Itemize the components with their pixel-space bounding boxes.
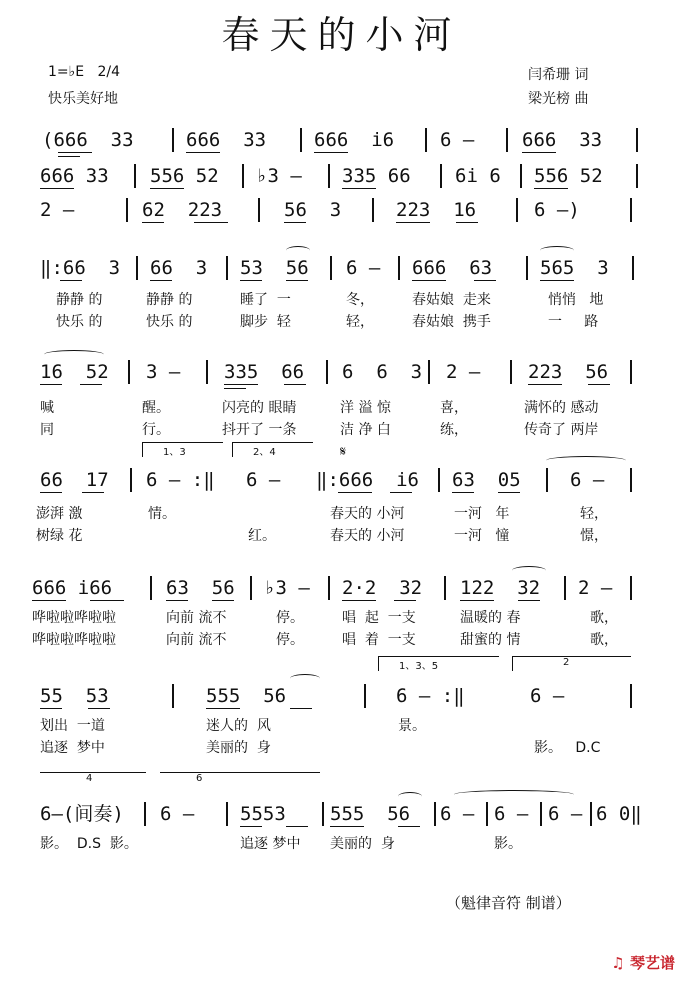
lyric: 静静 的	[56, 292, 103, 308]
volta-label: 2、4	[253, 447, 276, 458]
lyric: 静静 的	[146, 292, 193, 308]
lyric: 快乐 的	[146, 314, 193, 330]
beam	[186, 152, 220, 153]
beam	[452, 492, 474, 493]
lyric: 温暖的 春	[460, 610, 521, 626]
volta-label: 2	[563, 657, 570, 668]
measure: 6 –	[494, 803, 529, 825]
lyric: 影。	[494, 836, 522, 852]
measure: 66 3	[150, 257, 208, 279]
beam	[58, 156, 80, 157]
lyric: 哗啦啦哗啦啦	[32, 632, 116, 648]
lyric: 甜蜜的 情	[460, 632, 521, 648]
measure: 666 33	[40, 165, 109, 187]
measure: (666 33	[42, 129, 134, 151]
measure: 2 –	[40, 199, 75, 221]
measure: 565 3	[540, 257, 609, 279]
slur	[286, 246, 310, 255]
composer-credit: 梁光榜 曲	[528, 91, 589, 107]
lyric: 喜，	[440, 400, 468, 416]
lyric: 哗啦啦哗啦啦	[32, 610, 116, 626]
beam	[32, 600, 66, 601]
measure: 6 6 3	[342, 361, 423, 383]
measure: 66 17	[40, 469, 109, 491]
barline	[326, 360, 328, 384]
lyric-row-11	[0, 834, 683, 854]
measure: 666 33	[522, 129, 603, 151]
watermark-logo	[611, 952, 675, 973]
music-row-1	[0, 126, 683, 154]
barline	[526, 256, 528, 280]
barline	[398, 256, 400, 280]
volta-label: 4	[86, 773, 93, 784]
lyric: 澎湃 激	[36, 506, 83, 522]
beam	[166, 600, 188, 601]
measure: 6 –	[440, 129, 475, 151]
measure: 223 56	[528, 361, 609, 383]
lyric: 迷人的 风	[206, 718, 271, 734]
slur	[540, 246, 574, 255]
barline	[630, 576, 632, 600]
lyric: 练，	[440, 422, 468, 438]
lyric: 抖开了 一条	[222, 422, 297, 438]
measure: 6 –	[246, 469, 281, 491]
beam	[150, 188, 184, 189]
barline	[126, 198, 128, 222]
music-row-8	[0, 682, 683, 710]
measure: 53 56	[240, 257, 309, 279]
music-row-3	[0, 196, 683, 224]
volta-bracket	[378, 656, 499, 671]
song-title: 春天的小河	[221, 13, 462, 57]
measure: 2 –	[578, 577, 613, 599]
barline	[226, 256, 228, 280]
barline	[300, 128, 302, 152]
measure: 3 –	[146, 361, 181, 383]
lyric: 喊	[40, 400, 54, 416]
watermark-text: 琴艺谱	[629, 954, 675, 972]
measure: 56 3	[284, 199, 342, 221]
beam	[90, 600, 124, 601]
barline	[564, 576, 566, 600]
barline	[372, 198, 374, 222]
beam	[286, 826, 308, 827]
lyric: 歌，	[590, 610, 618, 626]
lyric: 睡了 一	[240, 292, 291, 308]
barline	[506, 128, 508, 152]
barline	[434, 802, 436, 826]
barline	[330, 256, 332, 280]
measure: ‖:66 3	[40, 257, 121, 279]
barline	[516, 198, 518, 222]
lyric-row-6	[0, 526, 683, 546]
barline	[636, 128, 638, 152]
beam	[342, 188, 376, 189]
beam	[88, 708, 110, 709]
barline	[328, 164, 330, 188]
lyric: 景。	[398, 718, 426, 734]
measure: 6 –	[530, 685, 565, 707]
barline	[510, 360, 512, 384]
volta-bracket	[232, 442, 313, 457]
beam	[142, 222, 164, 223]
barline	[258, 198, 260, 222]
beam	[498, 492, 520, 493]
beam	[460, 600, 494, 601]
lyric: 划出 一道	[40, 718, 105, 734]
lyric-row-7	[0, 608, 683, 628]
lyric: 红。	[248, 528, 276, 544]
measure: 6 –	[346, 257, 381, 279]
lyric: 满怀的 感动	[524, 400, 599, 416]
lyric: 影。 D.C	[534, 740, 601, 756]
measure: 6 0‖	[596, 803, 642, 825]
beam	[194, 222, 228, 223]
lyric: 醒。	[142, 400, 170, 416]
lyricist-credit: 闫希珊 词	[528, 67, 589, 83]
measure: 555 56	[330, 803, 411, 825]
beam	[396, 222, 430, 223]
measure: 16 52	[40, 361, 109, 383]
beam	[398, 826, 420, 827]
lyric: 追逐 梦中	[40, 740, 105, 756]
measure: 556 52	[150, 165, 219, 187]
lyric: 唱 起 一支	[342, 610, 416, 626]
beam	[240, 280, 262, 281]
lyric: 洁 净 白	[340, 422, 391, 438]
lyric: 快乐 的	[56, 314, 103, 330]
beam	[534, 188, 568, 189]
beam	[224, 384, 258, 385]
measure: ♭3 –	[264, 577, 310, 599]
volta-label: 1、3、5	[399, 661, 439, 672]
beam	[474, 280, 496, 281]
music-row-7	[0, 574, 683, 602]
measure: 666 63	[412, 257, 493, 279]
measure: 6 –	[160, 803, 195, 825]
lyric-row-9	[0, 716, 683, 736]
lyric: 停。	[276, 610, 304, 626]
measure: 223 16	[396, 199, 477, 221]
lyric: 一河 年	[454, 506, 510, 522]
lyric: 春天的 小河	[330, 528, 405, 544]
barline	[540, 802, 542, 826]
arranger-credit: （魁律音符 制谱）	[446, 894, 571, 912]
measure: 6 –	[440, 803, 475, 825]
measure: 2 –	[446, 361, 481, 383]
measure: 6 – :‖	[146, 469, 215, 491]
measure: 666 i6	[314, 129, 395, 151]
barline	[134, 164, 136, 188]
measure: 62 223	[142, 199, 223, 221]
measure: 666 i66	[32, 577, 113, 599]
barline	[250, 576, 252, 600]
lyric: 树绿 花	[36, 528, 83, 544]
lyric: 轻，	[346, 314, 374, 330]
beam	[522, 152, 556, 153]
lyric: 影。 D.S 影。	[40, 836, 138, 852]
beam	[224, 388, 246, 389]
measure: 335 66	[342, 165, 411, 187]
barline	[130, 468, 132, 492]
measure: ♭3 –	[256, 165, 302, 187]
lyric-row-1	[0, 290, 683, 310]
beam	[212, 600, 234, 601]
lyric: 轻，	[580, 506, 608, 522]
music-row-5	[0, 358, 683, 386]
key-signature	[48, 64, 120, 80]
measure: 6 –	[570, 469, 605, 491]
barline	[630, 360, 632, 384]
measure: 63 05	[452, 469, 521, 491]
barline	[630, 468, 632, 492]
barline	[322, 802, 324, 826]
measure: 6 – :‖	[396, 685, 465, 707]
barline	[425, 128, 427, 152]
barline	[172, 128, 174, 152]
barline	[172, 684, 174, 708]
lyric: 冬，	[346, 292, 374, 308]
lyric-row-10	[0, 738, 683, 758]
lyric-row-4	[0, 420, 683, 440]
lyric: 停。	[276, 632, 304, 648]
measure: 122 32	[460, 577, 541, 599]
lyric: 春天的 小河	[330, 506, 405, 522]
beam	[286, 280, 308, 281]
beam	[588, 384, 610, 385]
lyric: 闪亮的 眼睛	[222, 400, 297, 416]
barline	[136, 256, 138, 280]
barline	[438, 468, 440, 492]
lyric: 美丽的 身	[330, 836, 395, 852]
beam	[528, 384, 562, 385]
volta-bracket	[142, 442, 223, 457]
volta-bracket	[160, 772, 320, 787]
measure: 5553	[240, 803, 286, 825]
lyric: 春姑娘 走来	[412, 292, 491, 308]
lyric: 一 路	[548, 314, 599, 330]
measure: 6i 6	[455, 165, 501, 187]
measure: ‖:666 i6	[316, 469, 419, 491]
beam	[82, 492, 104, 493]
lyric: 脚步 轻	[240, 314, 291, 330]
music-row-2	[0, 162, 683, 190]
lyric: 悄悄 地	[548, 292, 604, 308]
barline	[630, 684, 632, 708]
lyric: 传奇了 两岸	[524, 422, 599, 438]
barline	[630, 198, 632, 222]
measure: 6–(间奏)	[40, 803, 124, 825]
beam	[456, 222, 478, 223]
beam	[40, 384, 62, 385]
barline	[590, 802, 592, 826]
lyric: 歌，	[590, 632, 618, 648]
barline	[632, 256, 634, 280]
lyric: 向前 流不	[166, 632, 227, 648]
measure: 556 52	[534, 165, 603, 187]
music-row-9	[0, 800, 683, 828]
volta-bracket	[40, 772, 146, 787]
measure: 666 33	[186, 129, 267, 151]
lyric: 憬，	[580, 528, 608, 544]
barline	[226, 802, 228, 826]
barline	[428, 360, 430, 384]
measure: 2·2 32	[342, 577, 423, 599]
beam	[314, 152, 348, 153]
lyric: 同	[40, 422, 54, 438]
barline	[444, 576, 446, 600]
beam	[40, 708, 62, 709]
beam	[342, 600, 376, 601]
barline	[144, 802, 146, 826]
beam	[338, 492, 372, 493]
beam	[518, 600, 540, 601]
beam	[394, 600, 416, 601]
music-row-4	[0, 254, 683, 282]
lyric-row-5	[0, 504, 683, 524]
volta-bracket	[512, 656, 631, 671]
barline	[546, 468, 548, 492]
measure: 335 66	[224, 361, 305, 383]
barline	[128, 360, 130, 384]
beam	[40, 188, 74, 189]
lyric: 春姑娘 携手	[412, 314, 491, 330]
beam	[150, 280, 172, 281]
beam	[206, 708, 240, 709]
tempo-marking: 快乐美好地	[48, 91, 118, 107]
beam	[390, 492, 412, 493]
measure: 55 53	[40, 685, 109, 707]
lyric-row-8	[0, 630, 683, 650]
lyric: 向前 流不	[166, 610, 227, 626]
lyric: 美丽的 身	[206, 740, 271, 756]
barline	[486, 802, 488, 826]
measure: 6 –	[548, 803, 583, 825]
beam	[540, 280, 574, 281]
measure: 555 56	[206, 685, 287, 707]
beam	[58, 152, 92, 153]
lyric-row-2	[0, 312, 683, 332]
barline	[150, 576, 152, 600]
lyric: 洋 溢 惊	[340, 400, 391, 416]
beam	[60, 280, 82, 281]
barline	[328, 576, 330, 600]
logo-icon: ♫	[611, 954, 625, 972]
lyric: 情。	[148, 506, 176, 522]
measure: 6 –)	[534, 199, 580, 221]
lyric: 一河 憧	[454, 528, 510, 544]
beam	[284, 222, 306, 223]
volta-label: 6	[196, 773, 203, 784]
segno-sign: 𝄋	[340, 444, 347, 460]
barline	[206, 360, 208, 384]
barline	[364, 684, 366, 708]
measure: 63 56	[166, 577, 235, 599]
barline	[636, 164, 638, 188]
lyric: 唱 着 一支	[342, 632, 416, 648]
beam	[40, 492, 62, 493]
time-signature: 2/4	[97, 64, 120, 80]
slur	[546, 456, 626, 465]
beam	[80, 384, 102, 385]
slur	[454, 790, 574, 799]
beam	[412, 280, 446, 281]
barline	[520, 164, 522, 188]
key-text: 1=♭E	[48, 64, 85, 80]
beam	[290, 708, 312, 709]
barline	[440, 164, 442, 188]
beam	[284, 384, 306, 385]
lyric: 行。	[142, 422, 170, 438]
lyric: 追逐 梦中	[240, 836, 301, 852]
barline	[242, 164, 244, 188]
lyric-row-3	[0, 398, 683, 418]
beam	[240, 826, 262, 827]
volta-label: 1、3	[163, 447, 186, 458]
music-row-6	[0, 466, 683, 494]
beam	[330, 826, 364, 827]
